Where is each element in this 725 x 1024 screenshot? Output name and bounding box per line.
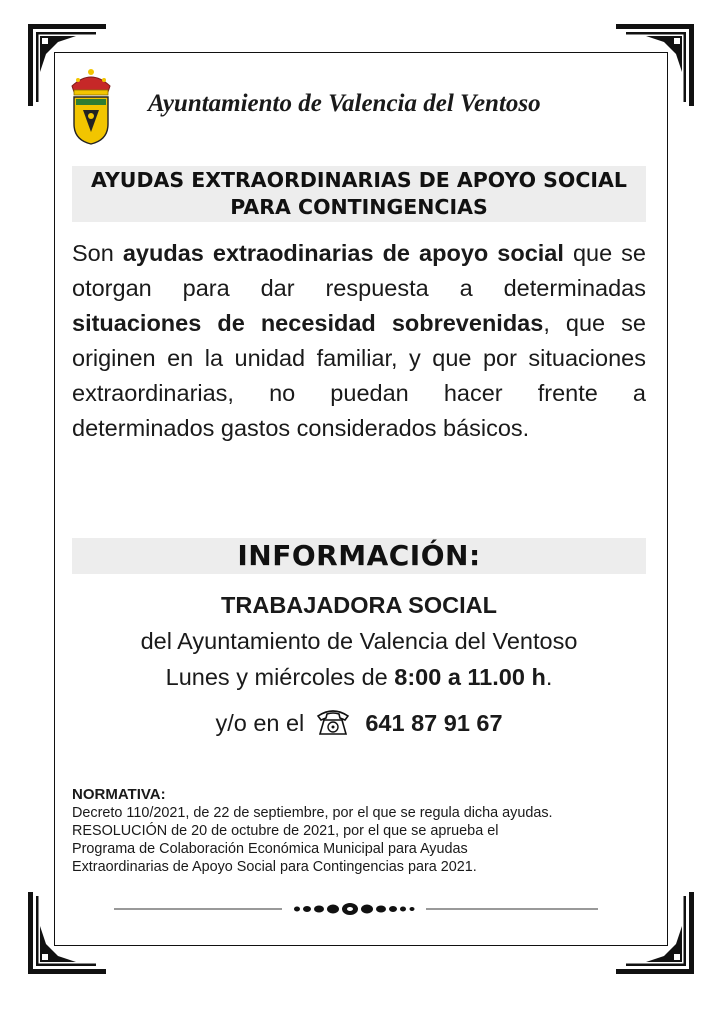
schedule-hours: 8:00 a 11.00 h [394,664,546,690]
institution-name: Ayuntamiento de Valencia del Ventoso [148,90,541,117]
schedule-prefix: Lunes y miércoles de [165,664,395,690]
contact-role: TRABAJADORA SOCIAL [221,592,497,618]
phone-line [72,706,646,737]
office-schedule [72,664,646,691]
decorative-divider [114,898,598,920]
phone-prefix: y/o en el [215,710,305,736]
normativa-text: Decreto 110/2021, de 22 de septiembre, por el que se regula dicha ayudas. RESOLUCIÓN de 20 de octubre de 2021, por el que se aprueba el Programa de Colaboración Económica Municipal para Ayudas Extraordinarias de Apoyo Social para Contingencias para 2021. [72,805,553,875]
intro-text-2: que se otorgan para dar respuesta a determinadas [72,240,647,301]
information-heading: INFORMACIÓN: [72,538,646,574]
contact-organization: del Ayuntamiento de Valencia del Ventoso [140,628,578,654]
document-header [66,66,656,146]
telephone-icon [315,706,351,736]
intro-text-3: , que se originen en la unidad familiar, y que por situaciones extraordinarias, no puedan hacer frente a determinados gastos considerados básicos. [72,310,646,441]
normativa-label: NORMATIVA: [72,786,166,803]
schedule-suffix: . [545,664,553,690]
main-title: AYUDAS EXTRAORDINARIAS DE APOYO SOCIAL PARA CONTINGENCIAS [72,166,646,222]
corner-ornament-bottom-right [614,890,694,974]
intro-text-1: Son [72,240,123,266]
corner-ornament-bottom-left [28,890,108,974]
phone-number[interactable]: 641 87 91 67 [365,710,503,736]
intro-paragraph [72,236,646,446]
intro-bold-1: ayudas extraodinarias de apoyo social [122,240,564,266]
municipal-coat-of-arms-icon [66,66,116,146]
legal-references [72,786,652,876]
intro-bold-2: situaciones de necesidad sobrevenidas [72,310,544,336]
